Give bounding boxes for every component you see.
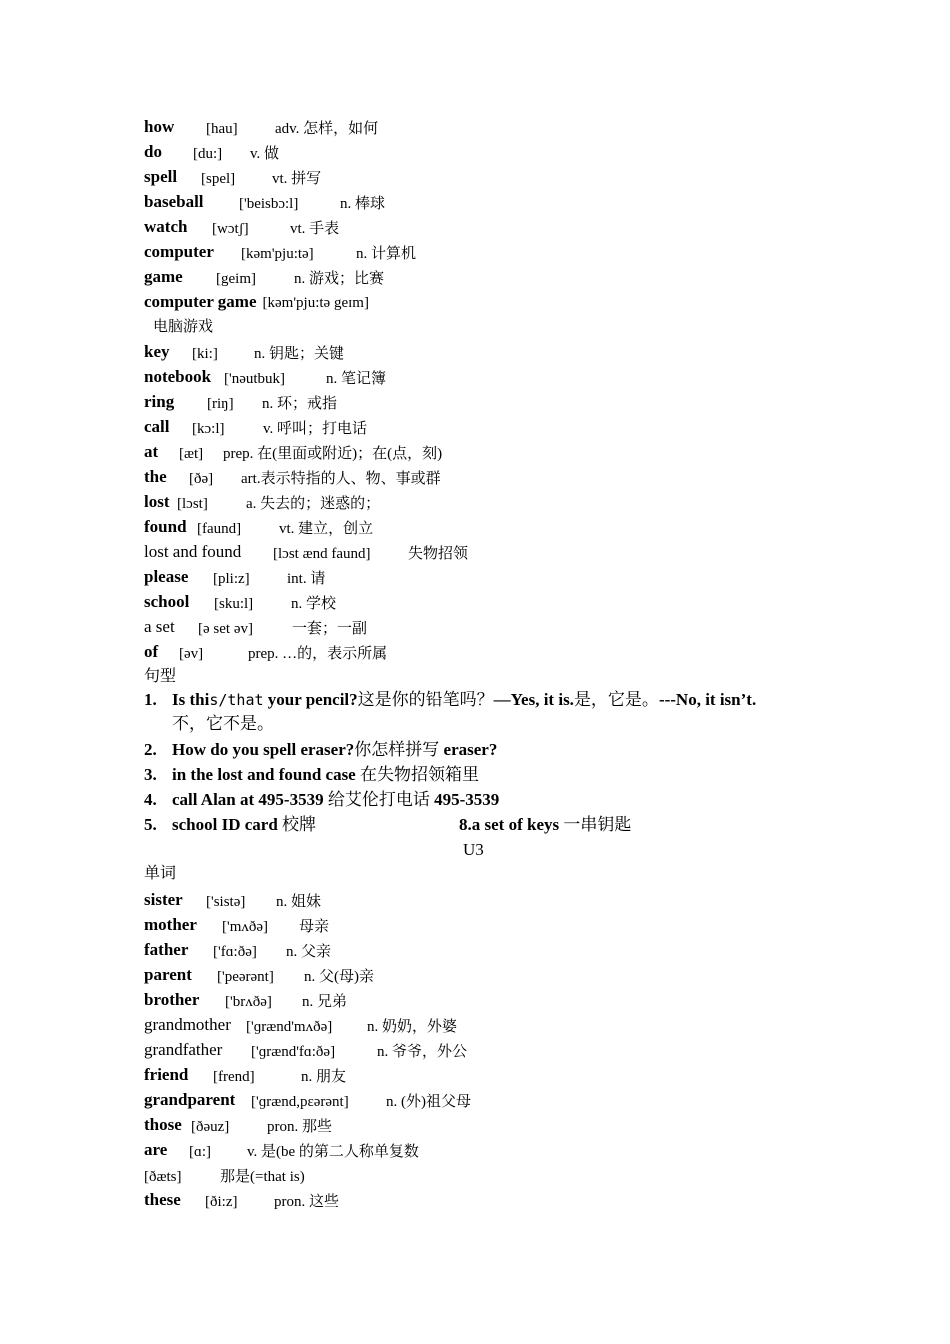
vocab-phonetic: ['fɑ:ðə] [213,944,257,960]
vocab-word: sister [144,890,183,909]
vocab-definition: n. 游戏；比赛 [294,271,385,287]
vocab-word: ring [144,392,175,411]
vocab-word: game [144,267,183,286]
vocab-row-how [144,117,379,138]
vocab-definition: n. 棒球 [340,196,386,212]
vocab-definition: adv. 怎样，如何 [275,121,379,137]
vocab-definition: v. 是(be 的第二人称单复数 [247,1144,419,1160]
vocab-definition: n. 父(母)亲 [304,969,374,985]
vocab-word: these [144,1190,181,1209]
sentence-en: Is thi [172,690,210,709]
sentence-item-4 [144,790,499,810]
vocab-definition: prep. …的，表示所属 [248,646,388,662]
vocab-phonetic: ['peərənt] [217,969,274,985]
sentence-item-5 [144,815,316,835]
vocab-definition: n. 奶奶，外婆 [367,1019,458,1035]
vocab-phonetic: [wɔtʃ] [212,221,249,237]
sentence-cn: 一串钥匙 [563,815,632,834]
vocab-word: key [144,342,170,361]
vocab-phonetic: [riŋ] [207,396,234,412]
vocab-row-a-set [144,617,368,638]
vocab-definition: n. 父亲 [286,944,332,960]
vocab-word: computer [144,242,214,261]
vocab-phonetic: [du:] [193,146,223,162]
sentence-cn: 给艾伦打电话 [327,790,435,809]
vocab-definition: 电脑游戏 [153,319,214,335]
vocab-definition: vt. 建立，创立 [279,521,374,537]
vocab-phonetic: [kɔ:l] [192,421,225,437]
vocab-phonetic: [kəm'pju:tə geɪm] [262,295,369,311]
sentence-item-1 [144,690,756,710]
sentence-en: eraser? [443,740,498,759]
vocab-phonetic: [əv] [179,646,204,662]
sentence-en: 495-3539 [434,790,500,809]
sentence-cn: 这是你的铅笔吗？ [357,690,494,709]
vocab-definition: pron. 这些 [274,1194,339,1210]
vocab-definition: n. 环；戒指 [262,396,338,412]
sentence-en-mono: s/that [209,691,264,709]
sentence-number: 2. [144,740,157,759]
vocab-phonetic: [ə set əv] [198,621,253,637]
sentence-number: 3. [144,765,157,784]
vocab-word: a set [144,617,175,636]
vocab-phonetic: [lɔst] [177,496,208,512]
vocab-row-computer [144,242,417,263]
vocab-row-grandparent [144,1090,471,1111]
vocab-word: watch [144,217,188,236]
vocab-word: at [144,442,159,461]
vocab-phonetic: [pli:z] [213,571,250,587]
vocab-definition: n. 笔记簿 [326,371,387,387]
vocab-word: parent [144,965,192,984]
vocab-phonetic: [sku:l] [214,596,254,612]
vocab-row-grandmother [144,1015,458,1036]
vocab-definition: n. 兄弟 [302,994,348,1010]
sentence-number: 4. [144,790,157,809]
vocab-word: please [144,567,189,586]
vocab-phonetic: [ðəuz] [191,1119,230,1135]
vocab-row-at [144,442,443,463]
vocab-word: those [144,1115,182,1134]
vocab-word: brother [144,990,200,1009]
vocab-phonetic: [ɑ:] [189,1144,212,1160]
vocab-definition: 一套；一副 [292,621,368,637]
sentence-cn: 校牌 [282,815,317,834]
sentence-en: call Alan at 495-3539 [172,790,328,809]
vocab-phonetic: [ðə] [189,471,214,487]
vocab-definition: vt. 拼写 [272,171,322,187]
vocab-word: the [144,467,167,486]
vocab-row-the [144,467,441,488]
vocab-row-computer-game [144,292,369,313]
vocab-definition: int. 请 [287,571,326,587]
vocab-row-computer-game-meaning [153,317,213,337]
vocab-definition: art.表示特指的人、物、事或群 [241,471,441,487]
vocab-row-key [144,342,345,363]
vocab-row-found [144,517,374,538]
vocab-word: notebook [144,367,212,386]
vocab-word: spell [144,167,178,186]
vocab-row-these [144,1190,339,1211]
vocab-row-sister [144,890,322,911]
vocab-phonetic: [æt] [179,446,204,462]
vocab-word: found [144,517,187,536]
sentence-cn: 你怎样拼写 [354,740,444,759]
vocab-row-father [144,940,332,961]
sentence-number: 5. [144,815,157,834]
vocab-row-of [144,642,388,663]
vocab-phonetic: ['ɡrænd,pɛərənt] [251,1094,349,1110]
vocab-definition: 那是(=that is) [220,1169,305,1185]
vocab-phonetic: [lɔst ænd faund] [273,546,371,562]
vocab-row-do [144,142,280,163]
sentence-cn: 不，它不是。 [172,714,274,733]
vocab-word: school [144,592,190,611]
vocab-definition: n. 钥匙；关键 [254,346,345,362]
vocab-word: lost and found [144,542,242,561]
sentence-item-2 [144,740,497,760]
vocab-phonetic: ['mʌðə] [222,919,269,935]
vocab-phonetic: [geim] [216,271,256,287]
vocab-word: call [144,417,170,436]
vocab-phonetic: ['beisbɔ:l] [239,196,299,212]
sentence-item-1-continued [172,714,274,734]
vocab-definition: vt. 手表 [290,221,340,237]
vocab-definition: n. 朋友 [301,1069,347,1085]
vocab-row-please [144,567,326,588]
vocab-row-those [144,1115,332,1136]
vocab-phonetic: ['ɡrænd'fɑ:ðə] [251,1044,336,1060]
vocab-phonetic: ['sistə] [206,894,246,910]
sentence-en: school ID card [172,815,283,834]
vocab-row-call [144,417,368,438]
vocab-word: friend [144,1065,189,1084]
vocab-word: are [144,1140,168,1159]
vocab-definition: n. 计算机 [356,246,417,262]
sentence-en: ---No, it isn’t. [658,690,757,709]
vocab-word: grandfather [144,1040,223,1059]
vocab-phonetic: ['brʌðə] [225,994,272,1010]
vocab-word: grandparent [144,1090,236,1109]
sentence-item-3 [144,765,479,785]
vocab-row-brother [144,990,348,1011]
vocab-phonetic: [spel] [201,171,236,187]
vocab-phonetic: [faund] [197,521,242,537]
vocab-phonetic: [frend] [213,1069,255,1085]
sentence-number: 1. [144,690,157,709]
vocab-word: lost [144,492,170,511]
vocab-word: father [144,940,189,959]
vocab-definition: n. (外)祖父母 [386,1094,471,1110]
vocab-phonetic: [ðæts] [144,1169,182,1185]
sentence-heading: 句型 [144,668,177,685]
vocab-definition: n. 姐妹 [276,894,322,910]
vocab-row-mother [144,915,330,936]
vocab-definition: a. 失去的；迷惑的； [246,496,381,512]
vocab-row-lost-and-found [144,542,469,563]
vocab-word: grandmother [144,1015,231,1034]
sentence-en: 8.a set of keys [459,815,564,834]
vocab-row-friend [144,1065,347,1086]
vocab-definition: n. 学校 [291,596,337,612]
vocab-definition: v. 做 [250,146,280,162]
vocab-phonetic: [hau] [206,121,238,137]
vocab-phonetic: [ði:z] [205,1194,238,1210]
vocab-phonetic: [ki:] [192,346,218,362]
vocab-heading: 单词 [144,865,177,882]
sentence-en: How do you spell eraser? [172,740,355,759]
vocab-row-notebook [144,367,387,388]
vocab-word: do [144,142,162,161]
vocab-word: mother [144,915,197,934]
vocab-row-ring [144,392,338,413]
vocab-row-school [144,592,337,613]
vocab-definition: prep. 在(里面或附近)；在(点，刻) [223,446,443,462]
unit-label: U3 [463,840,484,859]
vocab-row-watch [144,217,340,238]
vocab-definition: v. 呼叫；打电话 [263,421,368,437]
sentence-cn: 是，它是。 [573,690,659,709]
vocab-word: baseball [144,192,204,211]
vocab-row-spell [144,167,322,188]
vocab-definition: 母亲 [299,919,330,935]
vocab-row-lost [144,492,381,513]
vocab-definition: 失物招领 [408,546,469,562]
vocab-row-game [144,267,385,288]
sentence-cn: 在失物招领箱里 [359,765,479,784]
vocab-word: of [144,642,159,661]
vocab-definition: n. 爷爷，外公 [377,1044,468,1060]
sentence-en: your pencil? [263,690,358,709]
vocab-row-grandfather [144,1040,468,1061]
sentence-en: in the lost and found case [172,765,360,784]
vocab-word: how [144,117,175,136]
vocab-phonetic: [kəm'pju:tə] [241,246,314,262]
vocab-row-parent [144,965,374,986]
vocab-word: computer game [144,292,257,311]
vocab-row-are [144,1140,419,1161]
vocab-definition: pron. 那些 [267,1119,332,1135]
sentence-item-8 [459,815,631,835]
vocab-phonetic: ['nəutbuk] [224,371,286,387]
vocab-row-baseball [144,192,386,213]
sentence-en: —Yes, it is. [493,690,574,709]
vocab-phonetic: ['ɡrænd'mʌðə] [246,1019,333,1035]
